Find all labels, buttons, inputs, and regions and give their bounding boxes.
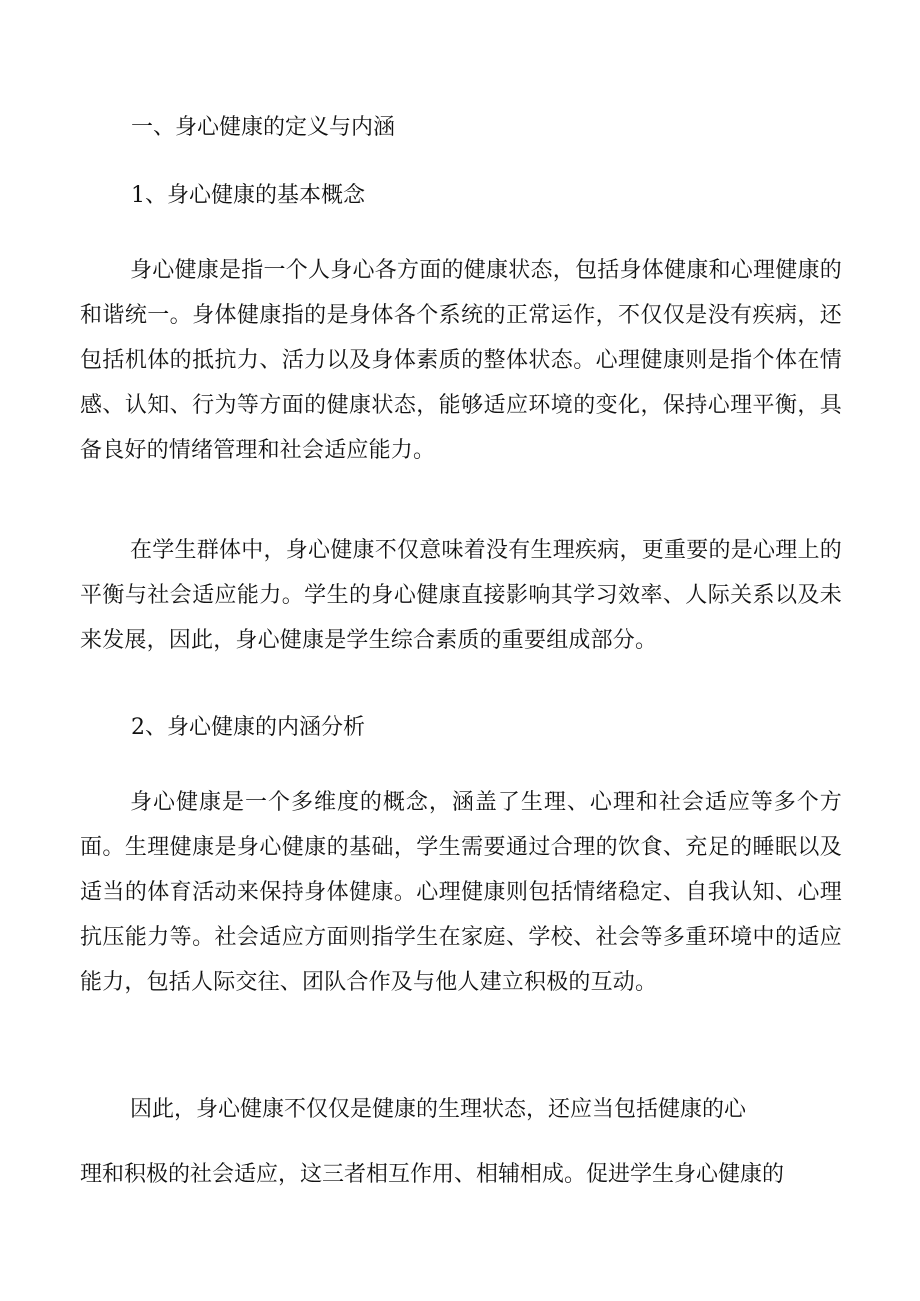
subsection-heading-2: 2、身心健康的内涵分析: [131, 715, 365, 740]
paragraph-connotation: 身心健康是一个多维度的概念，涵盖了生理、心理和社会适应等多个方面。生理健康是身心健康的基础，学生需要通过合理的饮食、充足的睡眠以及适当的体育活动来保持身体健康。心理健康则包括情绪稳定、自我认知、心理抗压能力等。社会适应方面则指学生在家庭、学校、社会等多重环境中的适应能力，包括人际交往、团队合作及与他人建立积极的互动。: [80, 790, 842, 995]
paragraph-basic-concept: 身心健康是指一个人身心各方面的健康状态，包括身体健康和心理健康的和谐统一。身体健康指的是身体各个系统的正常运作，不仅仅是没有疾病，还包括机体的抵抗力、活力以及身体素质的整体状态。心理健康则是指个体在情感、认知、行为等方面的健康状态，能够适应环境的变化，保持心理平衡，具备良好的情绪管理和社会适应能力。: [80, 258, 842, 463]
subsection-heading-1: 1、身心健康的基本概念: [131, 183, 365, 208]
paragraph-conclusion-line2: 理和积极的社会适应，这三者相互作用、相辅相成。促进学生身心健康的: [80, 1162, 785, 1187]
section-heading: 一、身心健康的定义与内涵: [131, 115, 396, 140]
paragraph-conclusion-line1: 因此，身心健康不仅仅是健康的生理状态，还应当包括健康的心: [130, 1097, 747, 1122]
paragraph-student-health: 在学生群体中，身心健康不仅意味着没有生理疾病，更重要的是心理上的平衡与社会适应能力。学生的身心健康直接影响其学习效率、人际关系以及未来发展，因此，身心健康是学生综合素质的重要组成部分。: [80, 538, 842, 653]
